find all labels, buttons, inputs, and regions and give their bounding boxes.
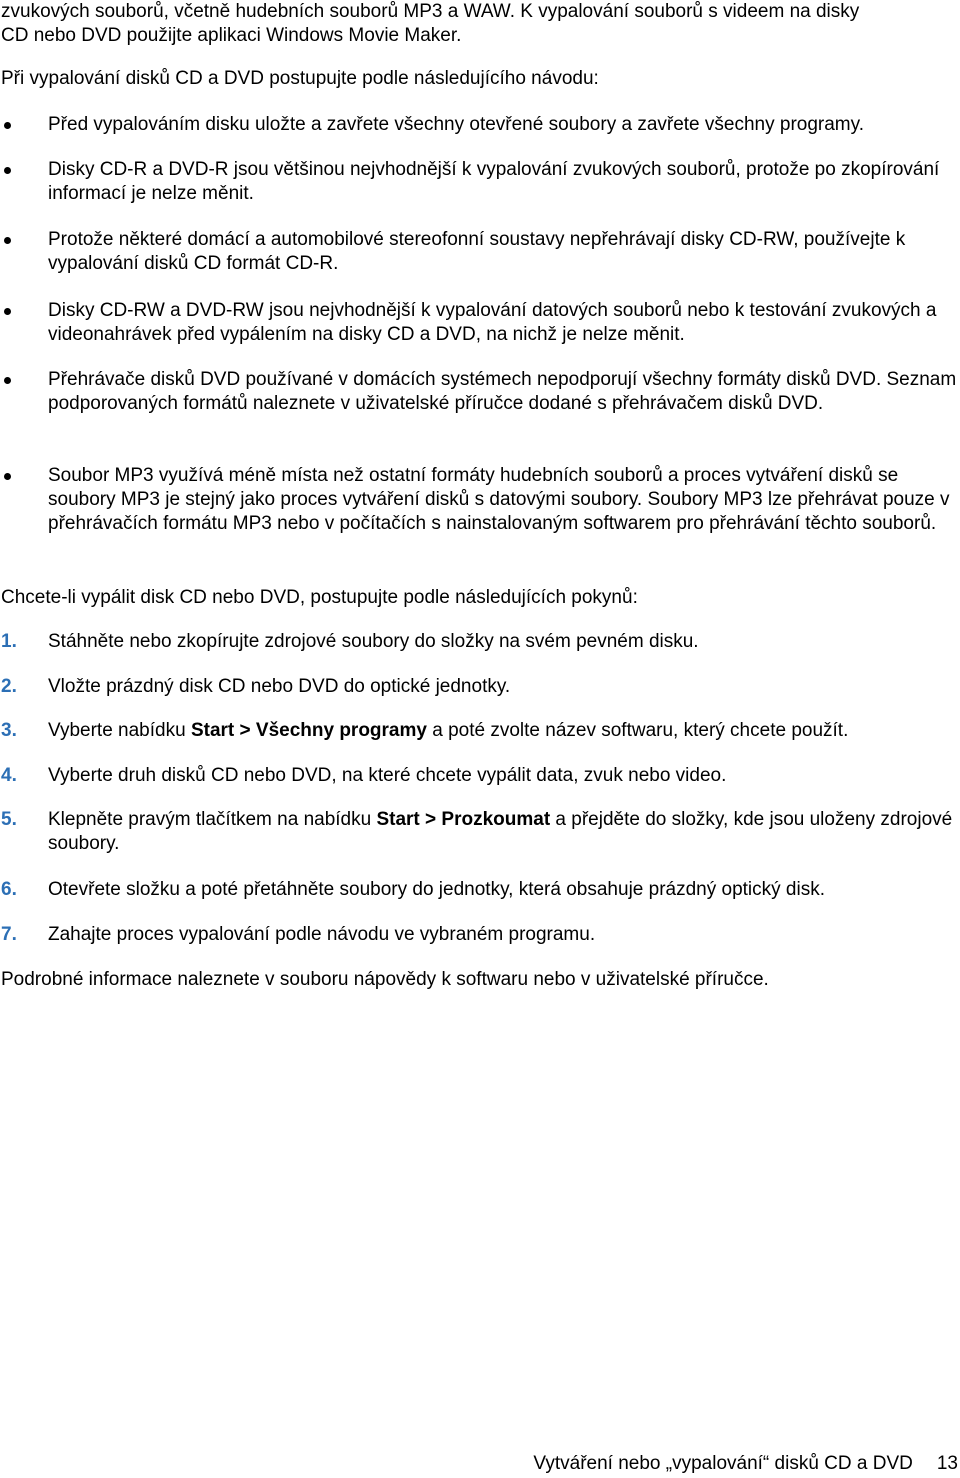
step-text [48, 808, 958, 856]
bullet-icon [4, 122, 11, 129]
step-number: 5. [1, 809, 17, 830]
list-item-text: Soubor MP3 využívá méně místa než ostatní formáty hudebních souborů a proces vytváření disků se soubory MP3 je stejný jako proces vytváření disků s datovými soubory. Soubory MP3 lze přehrávat pouze v přehrávačích formátu MP3 nebo v počítačích s nainstalovaným softwarem pro přehrávání těchto souborů. [48, 465, 950, 534]
intro-line-2: CD nebo DVD použijte aplikaci Windows Movie Maker. [1, 25, 462, 46]
step-text-pre: Klepněte pravým tlačítkem na nabídku [48, 809, 377, 830]
page-number: 13 [936, 1453, 958, 1474]
step-number: 3. [1, 720, 17, 741]
page-footer [480, 1452, 958, 1476]
bullet-icon [4, 377, 11, 384]
step-number: 6. [1, 879, 17, 900]
list-item-text: Protože některé domácí a automobilové stereofonní soustavy nepřehrávají disky CD-RW, používejte k vypalování disků CD formát CD-R. [48, 229, 906, 274]
bullet-icon [4, 473, 11, 480]
step-number: 7. [1, 924, 17, 945]
list-item-text: Disky CD-RW a DVD-RW jsou nejvhodnější k vypalování datových souborů nebo k testování zvukových a videonahrávek před vypálením na disky CD a DVD, na nichž je nelze měnit. [48, 300, 937, 345]
menu-path: Start > Prozkoumat [376, 809, 551, 830]
step-number: 1. [1, 631, 17, 652]
step-text-pre: Vyberte nabídku [48, 720, 191, 741]
step-number: 2. [1, 676, 17, 697]
steps-intro: Chcete-li vypálit disk CD nebo DVD, postupujte podle následujících pokynů: [1, 587, 638, 608]
step-text-post: a poté zvolte název softwaru, který chcete použít. [426, 720, 849, 741]
intro-line-1: zvukových souborů, včetně hudebních souborů MP3 a WAW. K vypalování souborů s videem na disky [1, 1, 860, 22]
footer-title: Vytváření nebo „vypalování“ disků CD a DVD [533, 1453, 913, 1474]
bullet-icon [4, 167, 11, 174]
menu-path: Start > Všechny programy [190, 720, 427, 741]
list-item-text: Disky CD-R a DVD-R jsou většinou nejvhodnější k vypalování zvukových souborů, protože po zkopírování informací je nelze měnit. [48, 159, 940, 204]
step-text-post: a přejděte do složky, kde jsou uloženy zdrojové soubory. [48, 809, 953, 854]
bullet-icon [4, 308, 11, 315]
step-text: Otevřete složku a poté přetáhněte soubory do jednotky, která obsahuje prázdný optický disk. [48, 879, 825, 900]
list-item-text: Před vypalováním disku uložte a zavřete všechny otevřené soubory a zavřete všechny programy. [48, 114, 864, 135]
step-text: Vyberte druh disků CD nebo DVD, na které chcete vypálit data, zvuk nebo video. [48, 765, 727, 786]
step-text: Vložte prázdný disk CD nebo DVD do optické jednotky. [48, 676, 511, 697]
bullet-icon [4, 237, 11, 244]
step-text: Zahajte proces vypalování podle návodu ve vybraném programu. [48, 924, 596, 945]
step-text: Stáhněte nebo zkopírujte zdrojové soubory do složky na svém pevném disku. [48, 631, 699, 652]
list-item-text: Přehrávače disků DVD používané v domácích systémech nepodporují všechny formáty disků DVD. Seznam podporovaných formátů naleznete v uživatelské příručce dodané s přehrávačem disků DVD. [48, 369, 957, 414]
instructions-intro: Při vypalování disků CD a DVD postupujte podle následujícího návodu: [1, 68, 599, 89]
closing-paragraph: Podrobné informace naleznete v souboru nápovědy k softwaru nebo v uživatelské příručce. [1, 969, 769, 990]
step-text [48, 719, 958, 743]
step-number: 4. [1, 765, 17, 786]
